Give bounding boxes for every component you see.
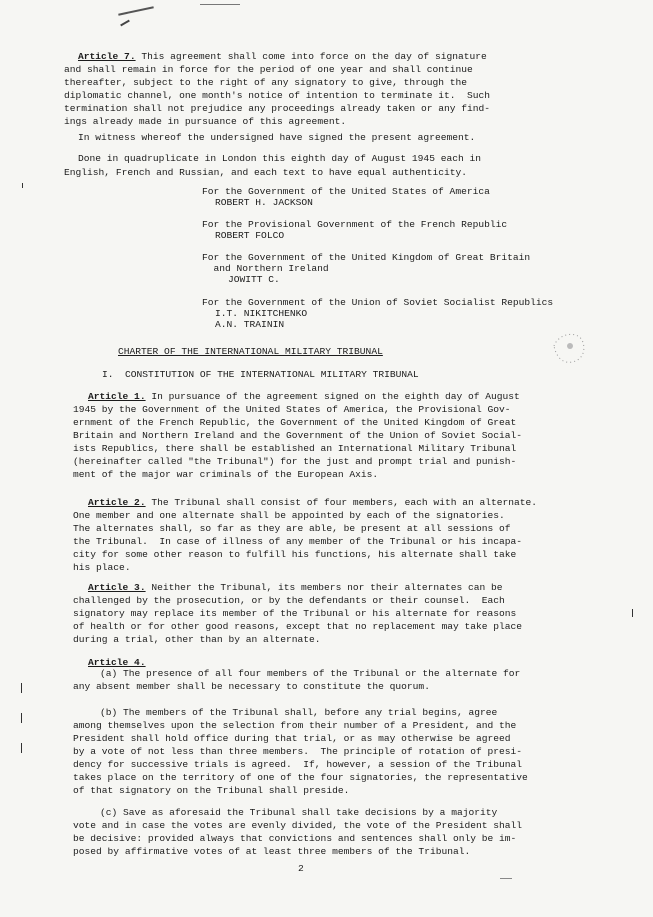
stamp-smudge (548, 326, 590, 368)
margin-mark (632, 609, 633, 617)
article-2-line: city for some other reason to fulfill his functions, his alternate shall take (73, 549, 517, 560)
article-1-line: ment of the major war criminals of the European Axis. (73, 469, 379, 480)
article-1-line: 1945 by the Government of the United States of America, the Provisional Gov- (73, 404, 511, 415)
article-4-b-line: dency for successive trials is agreed. If, however, a session of the Tribunal (73, 759, 523, 770)
margin-mark (21, 713, 22, 723)
signatory-name: JOWITT C. (228, 274, 280, 285)
article-4-b-line: President shall hold office during that trial, or as may otherwise be agreed (73, 733, 511, 744)
article-7-heading: Article 7. (78, 51, 136, 62)
article-1-first-line (88, 390, 520, 404)
article-4-c-line: be decisive: provided always that convictions and sentences shall only be im- (73, 833, 517, 844)
article-2-line: One member and one alternate shall be appointed by each of the signatories. (73, 510, 505, 521)
article-3-line: during a trial, other than by an alternate. (73, 634, 321, 645)
signatory-name: ROBERT FOLCO (215, 230, 285, 241)
article-2-line-1: The Tribunal shall consist of four members, each with an alternate. (145, 497, 538, 508)
article-2-line: the Tribunal. In case of illness of any member of the Tribunal or his incapa- (73, 536, 523, 547)
article-3-first-line (88, 581, 503, 595)
signatory-for: For the Government of the United Kingdom of Great Britain (202, 252, 531, 263)
signatory-for: and Northern Ireland (202, 263, 329, 274)
charter-title: CHARTER OF THE INTERNATIONAL MILITARY TRIBUNAL (118, 346, 383, 357)
signatory-name: ROBERT H. JACKSON (215, 197, 313, 208)
article-2-line: his place. (73, 562, 131, 573)
section-heading: I. CONSTITUTION OF THE INTERNATIONAL MILITARY TRIBUNAL (102, 369, 419, 380)
margin-mark (500, 878, 512, 879)
witness-clause: In witness whereof the undersigned have signed the present agreement. (78, 132, 476, 143)
article-7-line: and shall remain in force for the period of one year and shall continue (64, 64, 473, 75)
article-4-b-line: by a vote of not less than three members. The principle of rotation of presi- (73, 746, 523, 757)
article-7-line: diplomatic channel, one month's notice of intention to terminate it. Such (64, 90, 491, 101)
article-7-first-line (78, 50, 487, 64)
article-3-line: signatory may replace its member of the Tribunal or his alternate for reasons (73, 608, 517, 619)
article-4-c-line: posed by affirmative votes of at least three members of the Tribunal. (73, 846, 471, 857)
article-7-line-1: This agreement shall come into force on the day of signature (135, 51, 487, 62)
margin-mark (22, 183, 23, 188)
article-1-line: ernment of the French Republic, the Government of the United Kingdom of Great (73, 417, 517, 428)
article-7-line: thereafter, subject to the right of any signatory to give, through the (64, 77, 468, 88)
article-4-b-line: of that signatory on the Tribunal shall preside. (73, 785, 350, 796)
article-3-line: challenged by the prosecution, or by the defendants or their counsel. Each (73, 595, 505, 606)
article-3-line-1: Neither the Tribunal, its members nor their alternates can be (145, 582, 503, 593)
done-line: English, French and Russian, and each text to have equal authenticity. (64, 167, 468, 178)
article-4-b-line: (b) The members of the Tribunal shall, before any trial begins, agree (100, 707, 498, 718)
article-2-line: The alternates shall, so far as they are able, be present at all sessions of (73, 523, 511, 534)
margin-mark (21, 683, 22, 693)
article-1-line: ists Republics, there shall be established an International Military Tribunal (73, 443, 517, 454)
article-3-heading: Article 3. (88, 582, 146, 593)
article-2-heading: Article 2. (88, 497, 146, 508)
scan-mark-top (118, 6, 154, 15)
article-4-a-line: (a) The presence of all four members of the Tribunal or the alternate for (100, 668, 521, 679)
page-number: 2 (298, 863, 304, 874)
article-4-b-line: takes place on the territory of one of the four signatories, the representative (73, 772, 528, 783)
signatory-name: A.N. TRAININ (215, 319, 285, 330)
signatory-for: For the Government of the United States of America (202, 186, 490, 197)
article-1-line: Britain and Northern Ireland and the Government of the Union of Soviet Social- (73, 430, 523, 441)
article-1-line-1: In pursuance of the agreement signed on the eighth day of August (145, 391, 520, 402)
article-2-first-line (88, 496, 537, 510)
signatory-name: I.T. NIKITCHENKO (215, 308, 308, 319)
article-4-c-line: vote and in case the votes are evenly divided, the vote of the President shall (73, 820, 523, 831)
article-4-heading: Article 4. (88, 657, 146, 668)
article-1-line: (hereinafter called "the Tribunal") for the just and prompt trial and punish- (73, 456, 517, 467)
done-line: Done in quadruplicate in London this eighth day of August 1945 each in (78, 153, 482, 164)
article-1-heading: Article 1. (88, 391, 146, 402)
article-4-b-line: among themselves upon the selection from their number of a President, and the (73, 720, 517, 731)
article-4-c-line: (c) Save as aforesaid the Tribunal shall take decisions by a majority (100, 807, 498, 818)
margin-mark (21, 743, 22, 753)
signatory-for: For the Government of the Union of Soviet Socialist Republics (202, 297, 554, 308)
article-7-line: termination shall not prejudice any proceedings already taken or any find- (64, 103, 491, 114)
article-3-line: of health or for other good reasons, except that no replacement may take place (73, 621, 523, 632)
signatory-for: For the Provisional Government of the French Republic (202, 219, 508, 230)
article-4-a-line: any absent member shall be necessary to constitute the quorum. (73, 681, 430, 692)
article-7-line: ings already made in pursuance of this agreement. (64, 116, 347, 127)
scan-mark-top-right (200, 4, 240, 5)
scan-mark-top-small (120, 20, 130, 27)
